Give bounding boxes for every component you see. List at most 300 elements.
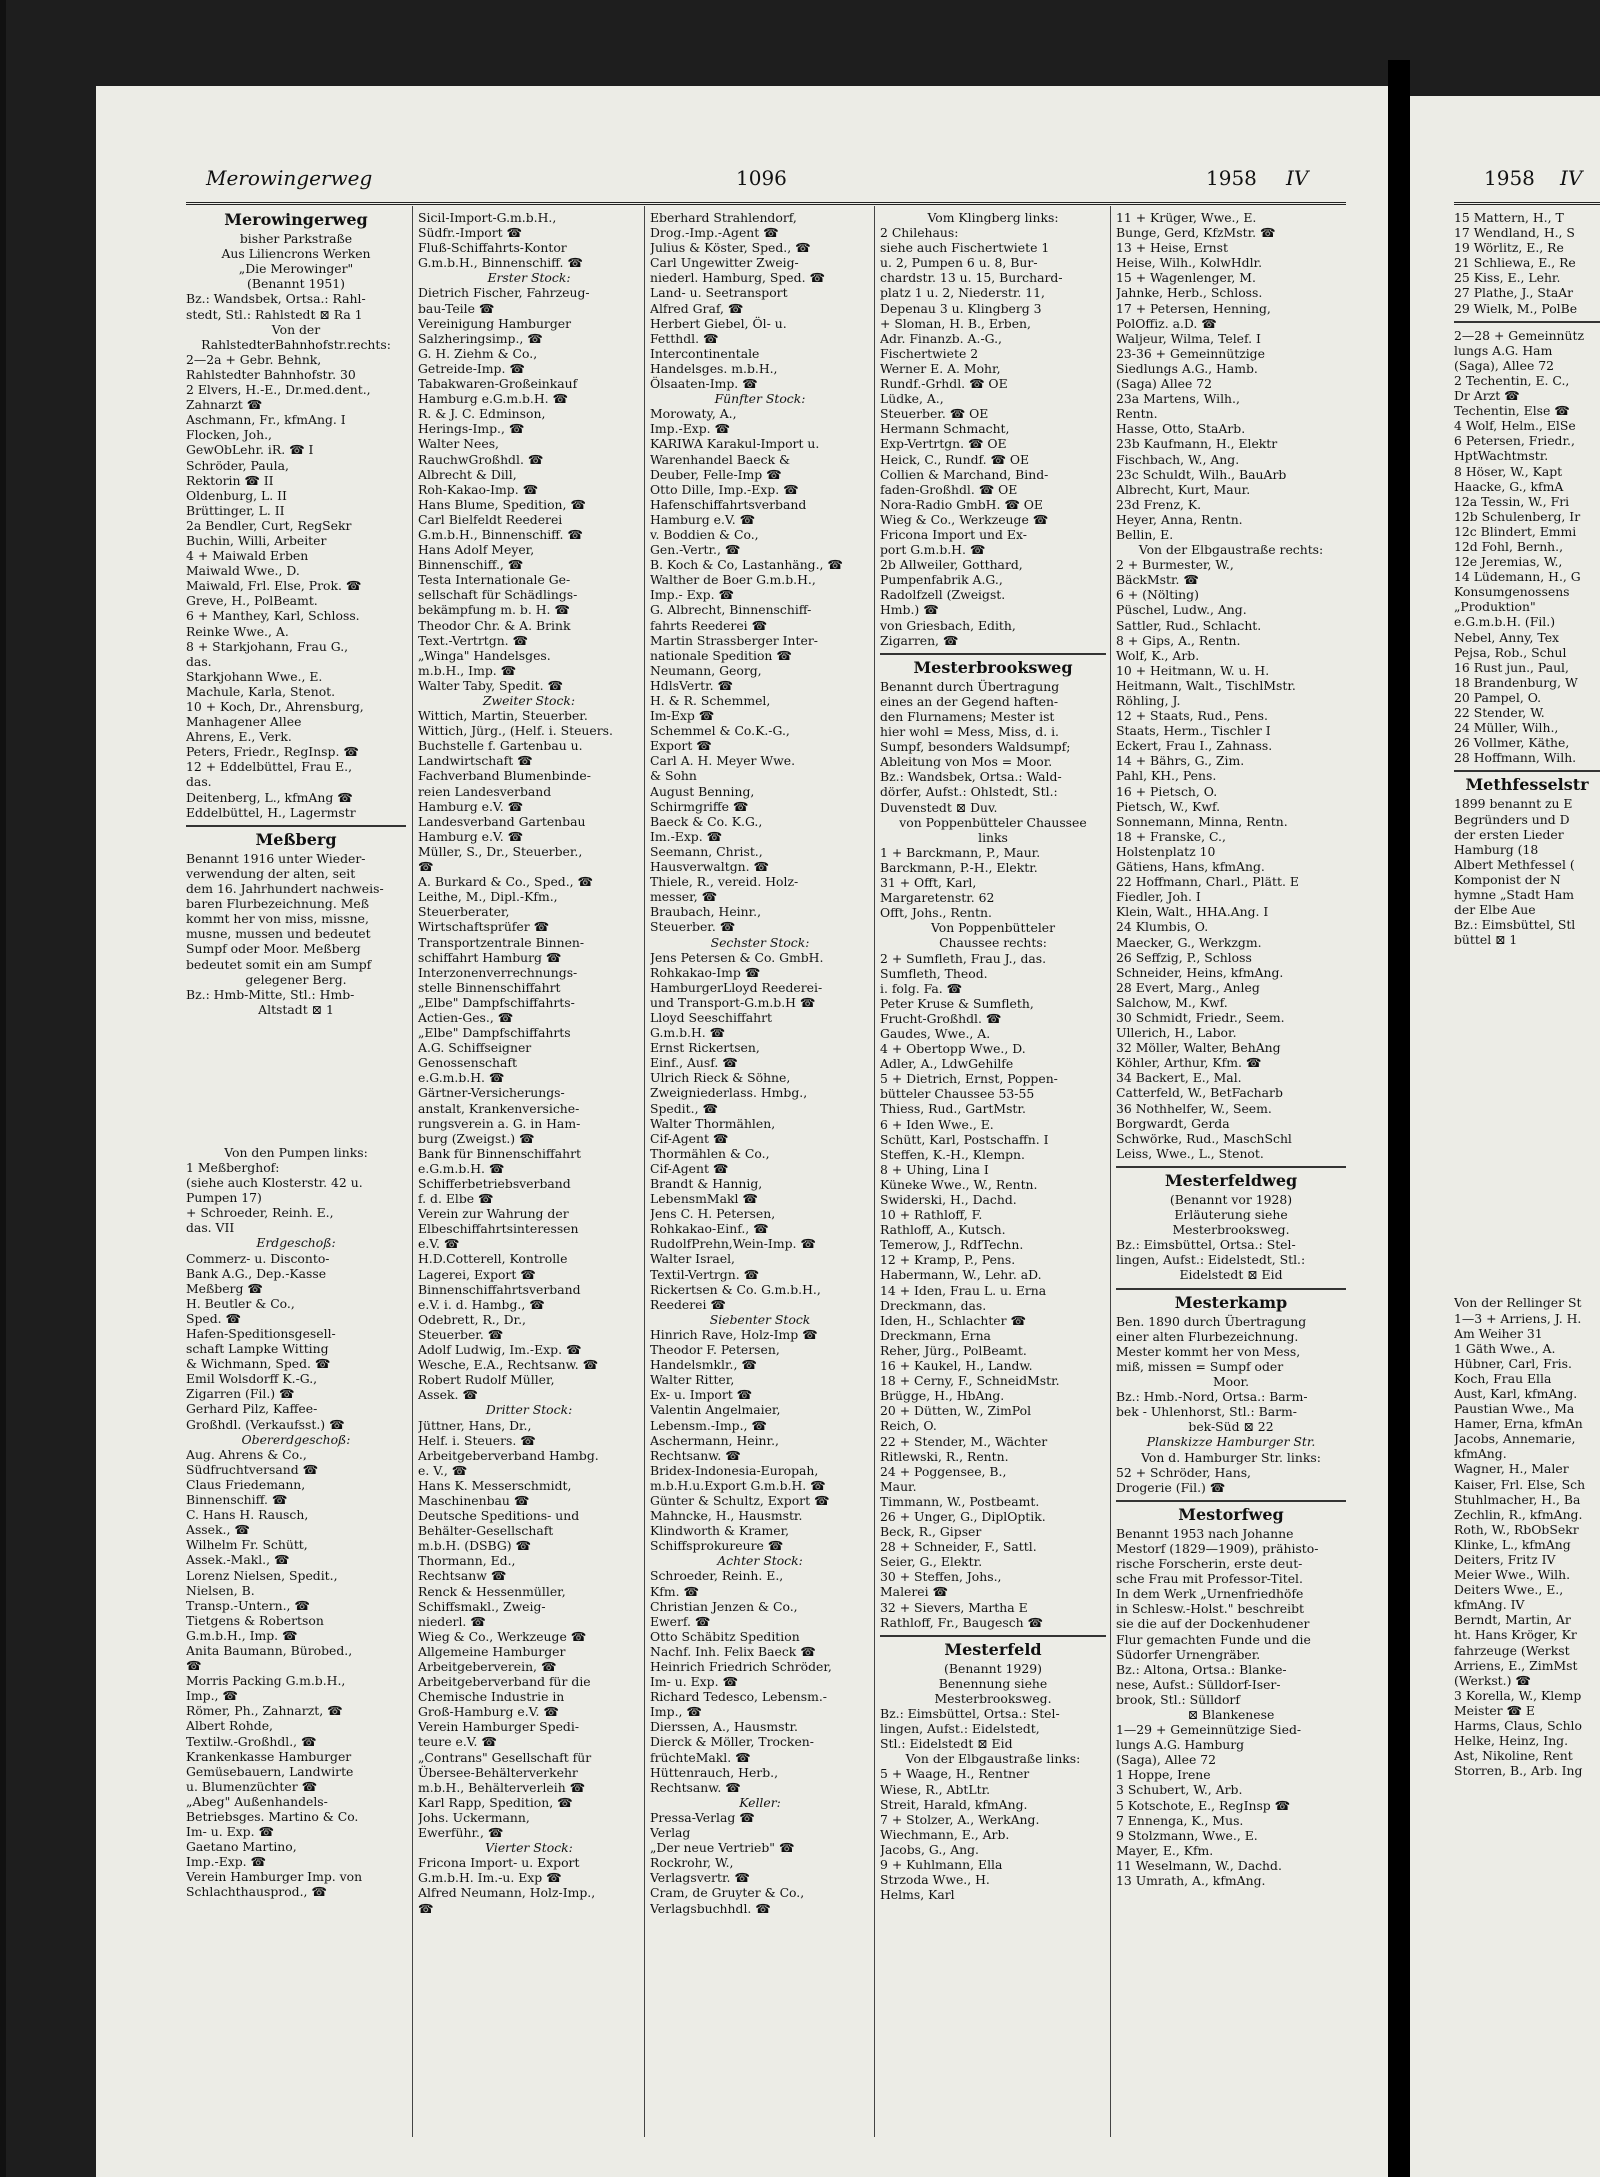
directory-entry: Harms, Claus, Schlo [1454, 1718, 1582, 1734]
directory-entry: kfmAng. IV [1454, 1597, 1525, 1613]
directory-entry: Steuerber. ☎ OE [880, 406, 989, 422]
directory-entry: 18 + Franske, C., [1116, 828, 1226, 844]
header-year: 1958 [1206, 166, 1257, 190]
directory-entry: Lloyd Seeschiffahrt [650, 1009, 772, 1025]
floor-heading: Zweiter Stock: [482, 693, 576, 708]
directory-entry: schaft Lampke Witting [186, 1341, 329, 1357]
left-page [96, 86, 1388, 2177]
directory-entry: Heitmann, Walt., TischlMstr. [1116, 677, 1296, 693]
directory-entry: Walter Israel, [650, 1251, 735, 1267]
directory-entry: Borgwardt, Gerda [1116, 1115, 1230, 1131]
directory-entry: Lebensm.-Imp., ☎ [650, 1417, 767, 1433]
directory-entry: e.G.m.b.H. ☎ [418, 1070, 505, 1086]
directory-entry: 6 + (Nölting) [1116, 587, 1199, 603]
centered-line: Mesterbrooksweg. [1172, 1222, 1290, 1238]
directory-entry: Verein zur Wahrung der [418, 1206, 569, 1222]
directory-entry: Hamburg e.V. ☎ [650, 511, 756, 527]
right-page [1410, 96, 1600, 2177]
directory-entry: Nachf. Inh. Felix Baeck ☎ [650, 1643, 816, 1659]
column-6 [1454, 210, 1600, 1778]
directory-entry: 16 Rust jun., Paul, [1454, 659, 1569, 675]
directory-entry: Meier Wwe., Wilh. [1454, 1567, 1571, 1583]
section-divider [1454, 770, 1600, 772]
directory-entry: Elbeschiffahrtsinteressen [418, 1221, 579, 1237]
directory-entry: Wilhelm Fr. Schütt, [186, 1537, 308, 1553]
directory-entry: Wiechmann, E., Arb. [880, 1826, 1010, 1842]
directory-entry: bau-Teile ☎ [418, 300, 495, 316]
directory-entry: Rechtsanw. ☎ [650, 1447, 741, 1463]
directory-entry: Ritlewski, R., Rentn. [880, 1448, 1009, 1464]
directory-entry: Zahnarzt ☎ [186, 397, 263, 413]
directory-entry: Schiffsprokureure ☎ [650, 1538, 784, 1554]
directory-entry: Valentin Angelmaier, [650, 1402, 781, 1418]
directory-entry: Wiese, R., AbtLtr. [880, 1781, 991, 1797]
directory-entry: Timmann, W., Postbeamt. [880, 1493, 1040, 1509]
directory-entry: 2 Elvers, H.-E., Dr.med.dent., [186, 382, 371, 398]
directory-entry: stelle Binnenschiffahrt [418, 979, 561, 995]
directory-entry: 32 Möller, Walter, BehAng [1116, 1040, 1281, 1056]
directory-entry: Text.-Vertrtgn. ☎ [418, 632, 528, 648]
directory-entry: 32 + Sievers, Martha E [880, 1599, 1028, 1615]
directory-entry: 4 + Obertopp Wwe., D. [880, 1041, 1026, 1057]
directory-entry: 16 + Pietsch, O. [1116, 783, 1218, 799]
directory-entry: Intercontinentale [650, 345, 760, 361]
directory-entry: 15 + Wagenlenger, M. [1116, 270, 1256, 286]
directory-entry: miß, missen = Sumpf oder [1116, 1358, 1284, 1374]
directory-entry: Herbert Giebel, Öl- u. [650, 315, 787, 331]
directory-entry: Wagner, H., Maler [1454, 1461, 1569, 1477]
directory-entry: „Elbe" Dampfschiffahrts- [418, 994, 575, 1010]
directory-entry: Günter & Schultz, Export ☎ [650, 1492, 830, 1508]
directory-entry: Herings-Imp., ☎ [418, 421, 525, 437]
directory-entry: Albrecht, Kurt, Maur. [1116, 481, 1251, 497]
directory-entry: v. Boddien & Co., [650, 526, 759, 542]
page-binding-shadow [1388, 60, 1410, 2177]
directory-entry: Carl Ungewitter Zweig- [650, 255, 799, 271]
header-section: IV [1286, 166, 1309, 190]
directory-entry: 11 Weselmann, W., Dachd. [1116, 1857, 1282, 1873]
directory-entry: 23a Martens, Wilh., [1116, 391, 1240, 407]
directory-entry: Begründers und D [1454, 811, 1570, 827]
directory-entry: Otto Dille, Imp.-Exp. ☎ [650, 481, 799, 497]
directory-entry: Pressa-Verlag ☎ [650, 1809, 755, 1825]
directory-entry: „Elbe" Dampfschiffahrts [418, 1025, 571, 1041]
directory-entry: 30 Schmidt, Friedr., Seem. [1116, 1009, 1285, 1025]
directory-entry: Südfr.-Import ☎ [418, 225, 522, 241]
directory-entry: Walter Thormählen, [650, 1115, 776, 1131]
centered-line: Chaussee rechts: [939, 935, 1047, 951]
directory-entry: Bridex-Indonesia-Europah, [650, 1462, 819, 1478]
directory-entry: Tietgens & Robertson [186, 1612, 324, 1628]
directory-entry: Kfm. ☎ [650, 1583, 699, 1599]
directory-entry: 5 Kotschote, E., RegInsp ☎ [1116, 1797, 1291, 1813]
directory-entry: Temerow, J., RdfTechn. [880, 1237, 1024, 1253]
directory-entry: Rathloff, A., Kutsch. [880, 1222, 1006, 1238]
centered-line: von Poppenbütteler Chaussee [899, 814, 1087, 830]
directory-entry: Pahl, KH., Pens. [1116, 768, 1217, 784]
running-title: Merowingerweg [206, 166, 373, 190]
floor-heading: Fünfter Stock: [714, 391, 806, 407]
directory-entry: Am Weiher 31 [1454, 1325, 1543, 1341]
directory-entry: Reinke Wwe., A. [186, 623, 289, 639]
directory-entry: rungsverein a. G. in Ham- [418, 1115, 581, 1131]
directory-entry: Buchin, Willi, Arbeiter [186, 532, 327, 548]
directory-entry: Krankenkasse Hamburger [186, 1748, 352, 1764]
directory-entry: büttel ⊠ 1 [1454, 932, 1518, 948]
directory-entry: 34 Backert, E., Mal. [1116, 1070, 1242, 1086]
floor-heading: Keller: [739, 1794, 781, 1810]
directory-entry: 9 + Kuhlmann, Ella [880, 1857, 1003, 1873]
directory-entry: Catterfeld, W., BetFacharb [1116, 1085, 1283, 1101]
directory-entry: Collien & Marchand, Bind- [880, 466, 1049, 482]
directory-entry: Peter Kruse & Sumfleth, [880, 995, 1034, 1011]
directory-entry: Hübner, Carl, Fris. [1454, 1355, 1572, 1371]
directory-entry: Starkjohann Wwe., E. [186, 668, 323, 684]
floor-heading: Achter Stock: [717, 1553, 803, 1569]
directory-entry: Export ☎ [650, 738, 712, 754]
directory-entry: Strzoda Wwe., H. [880, 1872, 990, 1888]
street-heading: Mesterkamp [1174, 1292, 1288, 1312]
section-divider [1454, 321, 1600, 323]
directory-entry: 2 + Burmester, W., [1116, 557, 1234, 573]
directory-entry: Assek. ☎ [418, 1387, 478, 1403]
directory-entry: Lüdke, A., [880, 391, 944, 407]
directory-entry: Heick, C., Rundf. ☎ OE [880, 451, 1030, 467]
directory-entry: Römer, Ph., Zahnarzt, ☎ [186, 1703, 343, 1719]
directory-entry: H.D.Cotterell, Kontrolle [418, 1251, 568, 1267]
directory-entry: 11 + Krüger, Wwe., E. [1116, 210, 1257, 225]
directory-entry: Ast, Nikoline, Rent [1454, 1748, 1573, 1764]
directory-entry: (Saga), Allee 72 [1116, 1752, 1216, 1768]
directory-entry: Flur gemachten Funde und die [1116, 1631, 1311, 1647]
directory-entry: Baeck & Co. K.G., [650, 813, 763, 829]
directory-entry: Adr. Finanzb. A.-G., [880, 330, 1002, 346]
directory-entry: Südorfer Urnengräber. [1116, 1646, 1261, 1662]
directory-entry: Vereinigung Hamburger [418, 315, 572, 331]
directory-entry: m.b.H., Behälterverleih ☎ [418, 1779, 586, 1795]
directory-entry: Landesverband Gartenbau [418, 813, 586, 829]
directory-entry: Sumfleth, Theod. [880, 965, 988, 981]
directory-entry: Zechlin, R., kfmAng. [1454, 1506, 1583, 1522]
section-divider [1116, 1166, 1346, 1168]
directory-entry: Sped. ☎ [186, 1310, 241, 1326]
directory-entry: Klinke, L., kfmAng [1454, 1536, 1571, 1552]
directory-entry: m.b.H., Imp. ☎ [418, 662, 517, 678]
directory-entry: Fiedler, Joh. I [1116, 889, 1201, 905]
directory-entry: Pumpenfabrik A.G., [880, 572, 1003, 588]
directory-entry: Müller, S., Dr., Steuerber., [418, 843, 583, 859]
directory-entry: Habermann, W., Lehr. aD. [880, 1267, 1042, 1283]
directory-entry: Aug. Ahrens & Co., [186, 1446, 307, 1462]
directory-entry: Schemmel & Co.K.-G., [650, 723, 790, 739]
directory-entry: Bz.: Eimsbüttel, Ortsa.: Stel- [880, 1706, 1060, 1722]
directory-entry: Siedlungs A.G., Hamb. [1116, 360, 1258, 376]
directory-entry: H. Beutler & Co., [186, 1295, 295, 1311]
directory-entry: Claus Friedemann, [186, 1476, 306, 1492]
directory-entry: Hans K. Messerschmidt, [418, 1477, 572, 1493]
directory-entry: Steuerber. ☎ [650, 919, 736, 935]
directory-entry: 4 + Maiwald Erben [186, 548, 309, 564]
directory-entry: HamburgerLloyd Reederei- [650, 979, 823, 995]
directory-entry: Püschel, Ludw., Ang. [1116, 602, 1247, 618]
directory-entry: Genossenschaft [418, 1055, 517, 1071]
directory-entry: & Wichmann, Sped. ☎ [186, 1356, 331, 1372]
directory-entry: Leithe, M., Dipl.-Kfm., [418, 889, 558, 905]
directory-entry: Land- u. Seetransport [650, 285, 788, 301]
page-number: 1096 [736, 166, 787, 190]
directory-entry: 8 + Uhing, Lina I [880, 1161, 989, 1177]
directory-entry: 1 Hoppe, Irene [1116, 1767, 1211, 1783]
directory-entry: G.m.b.H. ☎ [650, 1025, 726, 1041]
directory-entry: 23c Schuldt, Wilh., BauArb [1116, 466, 1287, 482]
directory-entry: Bz.: Wandsbek, Ortsa.: Wald- [880, 769, 1062, 785]
directory-entry: 7 Ennenga, K., Mus. [1116, 1812, 1244, 1828]
directory-entry: Hmb.) ☎ [880, 602, 939, 618]
centered-line: bek-Süd ⊠ 22 [1188, 1419, 1274, 1435]
directory-entry: Deuber, Felle-Imp ☎ [650, 466, 782, 482]
directory-entry: Aschmann, Fr., kfmAng. I [186, 412, 346, 428]
directory-entry: Pejsa, Rob., Schul [1454, 644, 1567, 660]
directory-entry: Schiffsmakl., Zweig- [418, 1598, 546, 1614]
centered-line: Von den Pumpen links: [224, 1144, 368, 1160]
directory-entry: Bunge, Gerd, KfzMstr. ☎ [1116, 225, 1276, 241]
directory-entry: rische Forscherin, erste deut- [1116, 1556, 1303, 1572]
directory-entry: Leiss, Wwe., L., Stenot. [1116, 1145, 1264, 1161]
directory-entry: Wirtschaftsprüfer ☎ [418, 919, 550, 935]
directory-entry: Deiters, Fritz IV [1454, 1552, 1556, 1567]
street-heading: Mesterbrooksweg [913, 657, 1073, 677]
directory-entry: Verlagsvertr. ☎ [650, 1870, 750, 1886]
directory-entry: 12d Fohl, Bernh., [1454, 538, 1564, 554]
directory-entry: niederl. ☎ [418, 1613, 486, 1629]
directory-entry: Dr Arzt ☎ [1454, 388, 1520, 404]
directory-entry: Alfred Graf, ☎ [650, 300, 744, 316]
directory-entry: 22 Hoffmann, Charl., Plätt. E [1116, 874, 1299, 890]
directory-entry: 26 Seffzig, P., Schloss [1116, 949, 1252, 965]
directory-entry: Reederei ☎ [650, 1296, 726, 1312]
directory-entry: (siehe auch Klosterstr. 42 u. [186, 1175, 363, 1191]
directory-entry: 3 Korella, W., Klemp [1454, 1687, 1582, 1703]
directory-entry: Walter Ritter, [650, 1372, 735, 1388]
directory-entry: 8 Höser, W., Kapt [1454, 463, 1563, 479]
directory-entry: Im- u. Exp. ☎ [186, 1824, 274, 1840]
directory-entry: 1899 benannt zu E [1454, 796, 1573, 812]
directory-entry: 2b Allweiler, Gotthard, [880, 557, 1023, 573]
directory-entry: einer alten Flurbezeichnung. [1116, 1328, 1299, 1344]
directory-entry: Röhling, J. [1116, 693, 1181, 708]
directory-entry: Seier, G., Elektr. [880, 1554, 983, 1570]
centered-line: ⊠ Blankenese [1187, 1707, 1275, 1722]
directory-entry: In dem Werk „Urnenfriedhöfe [1116, 1586, 1304, 1602]
directory-entry: 6 + Iden Wwe., E. [880, 1116, 994, 1132]
directory-entry: 22 + Stender, M., Wächter [880, 1433, 1048, 1449]
directory-entry: Streit, Harald, kfmAng. [880, 1796, 1028, 1812]
directory-entry: schiffahrt Hamburg ☎ [418, 949, 562, 965]
directory-entry: Ulrich Rieck & Söhne, [650, 1070, 791, 1086]
centered-line: Vom Klingberg links: [927, 210, 1059, 225]
directory-entry: Ölsaaten-Imp. ☎ [650, 376, 758, 392]
directory-entry: Berndt, Martin, Ar [1454, 1612, 1571, 1628]
directory-entry: 14 + Bährs, G., Zim. [1116, 753, 1245, 769]
directory-entry: Lorenz Nielsen, Spedit., [186, 1567, 338, 1583]
directory-entry: 27 Plathe, J., StaAr [1454, 285, 1574, 301]
directory-entry: Rechtsanw. ☎ [650, 1779, 741, 1795]
directory-entry: Roth, W., RbObSekr [1454, 1521, 1579, 1537]
directory-entry: Wittich, Jürg., (Helf. i. Steuers. [418, 723, 613, 739]
directory-entry: Mester kommt her von Mess, [1116, 1343, 1301, 1359]
street-heading: Meßberg [255, 829, 337, 849]
directory-entry: G.m.b.H., Binnenschiff. ☎ [418, 526, 583, 542]
directory-entry: Jacobs, Annemarie, [1454, 1431, 1576, 1447]
directory-entry: baren Flurbezeichnung. Meß [186, 896, 370, 912]
directory-entry: eines an der Gegend haften- [880, 693, 1059, 709]
directory-entry: stedt, Stl.: Rahlstedt ⊠ Ra 1 [186, 306, 363, 322]
directory-entry: Schlachthausprod., ☎ [186, 1884, 327, 1900]
directory-entry: Johs. Uckermann, [418, 1809, 530, 1825]
directory-entry: G.m.b.H., Imp. ☎ [186, 1627, 298, 1643]
directory-entry: sche Frau mit Professor-Titel. [1116, 1571, 1303, 1587]
directory-entry: 5 + Dietrich, Ernst, Poppen- [880, 1071, 1058, 1087]
directory-entry: Warenhandel Baeck & [650, 451, 791, 467]
directory-entry: Imp., ☎ [650, 1704, 702, 1720]
directory-entry: anstalt, Krankenversiche- [418, 1100, 580, 1116]
directory-entry: (Saga) Allee 72 [1116, 376, 1213, 392]
directory-entry: KARIWA Karakul-Import u. [650, 436, 820, 452]
directory-entry: 12 + Eddelbüttel, Frau E., [186, 759, 353, 775]
directory-entry: Meister ☎ E [1454, 1702, 1535, 1718]
directory-entry: GewObLehr. iR. ☎ I [186, 442, 314, 458]
directory-entry: Fischbach, W., Ang. [1116, 451, 1240, 467]
directory-entry: Rentn. [1116, 406, 1158, 422]
column-1 [186, 210, 406, 1900]
directory-entry: Bz.: Altona, Ortsa.: Blanke- [1116, 1661, 1287, 1677]
directory-entry: e.V. i. d. Hambg., ☎ [418, 1296, 545, 1312]
directory-entry: Waljeur, Wilma, Telef. I [1116, 330, 1261, 346]
directory-entry: Bz.: Eimsbüttel, Stl [1454, 917, 1576, 933]
directory-entry: Maur. [880, 1478, 917, 1494]
directory-entry: (Saga), Allee 72 [1454, 357, 1554, 373]
directory-entry: Arbeitgeberverband Hambg. [418, 1447, 599, 1463]
directory-entry: Wieg & Co., Werkzeuge ☎ [418, 1628, 587, 1644]
directory-entry: fahrts Reederei ☎ [650, 617, 768, 633]
street-heading: Mesterfeldweg [1164, 1170, 1298, 1190]
directory-entry: fahrzeuge (Werkst [1454, 1642, 1570, 1658]
directory-entry: Bank für Binnenschiffahrt [418, 1145, 582, 1161]
directory-entry: Einf., Ausf. ☎ [650, 1055, 738, 1071]
directory-entry: Thiess, Rud., GartMstr. [880, 1101, 1026, 1117]
directory-entry: G.m.b.H., Binnenschiff. ☎ [418, 255, 583, 271]
directory-entry: 25 Kiss, E., Lehr. [1454, 270, 1561, 286]
directory-entry: 7 + Stolzer, A., WerkAng. [880, 1811, 1040, 1827]
directory-entry: Ernst Rickertsen, [650, 1040, 760, 1056]
directory-entry: Hafen-Speditionsgesell- [186, 1326, 336, 1341]
directory-entry: 24 Klumbis, O. [1116, 919, 1209, 935]
directory-entry: Ewerführ., ☎ [418, 1825, 504, 1841]
directory-entry: 28 Evert, Marg., Anleg [1116, 979, 1260, 995]
directory-entry: 12 + Kramp, P., Pens. [880, 1252, 1016, 1268]
directory-entry: Arriens, E., ZimMst [1454, 1657, 1578, 1673]
directory-entry: Drogerie (Fil.) ☎ [1116, 1479, 1226, 1495]
directory-entry: faden-Großhdl. ☎ OE [880, 481, 1018, 497]
centered-line: Von Poppenbütteler [930, 920, 1056, 936]
directory-entry: Maschinenbau ☎ [418, 1492, 530, 1508]
directory-entry: 36 Nothhelfer, W., Seem. [1116, 1100, 1272, 1116]
directory-entry: 10 + Koch, Dr., Ahrensburg, [186, 699, 364, 714]
directory-entry: Cram, de Gruyter & Co., [650, 1885, 805, 1901]
directory-entry: Pietsch, W., Kwf. [1116, 798, 1221, 814]
directory-entry: Jens Petersen & Co. GmbH. [650, 949, 824, 965]
directory-entry: 13 + Heise, Ernst [1116, 240, 1228, 256]
directory-entry: ht. Hans Kröger, Kr [1454, 1627, 1577, 1643]
directory-entry: Südfruchtversand ☎ [186, 1461, 319, 1477]
directory-entry: August Benning, [650, 783, 755, 799]
centered-line: (Benannt 1951) [247, 276, 345, 292]
directory-entry: 12a Tessin, W., Fri [1454, 493, 1570, 509]
directory-entry: Walter Taby, Spedit. ☎ [418, 677, 563, 693]
directory-entry: Thormählen & Co., [650, 1145, 770, 1161]
directory-entry: 6 Petersen, Friedr., [1454, 433, 1575, 449]
directory-entry: Hamburg e.V. ☎ [418, 798, 524, 814]
directory-entry: Gaudes, Wwe., A. [880, 1025, 991, 1041]
directory-entry: Actien-Ges., ☎ [418, 1009, 514, 1025]
street-heading: Mestorfweg [1178, 1504, 1284, 1524]
centered-line: links [978, 829, 1008, 845]
directory-entry: Dreckmann, das. [880, 1297, 987, 1313]
directory-entry: Landwirtschaft ☎ [418, 753, 533, 769]
directory-entry: 2 Chilehaus: [880, 225, 959, 241]
directory-entry: + Sloman, H. B., Erben, [880, 315, 1031, 331]
directory-entry: & Sohn [650, 768, 697, 784]
directory-entry: 23-36 + Gemeinnützige [1116, 345, 1265, 361]
directory-entry: das. [186, 774, 212, 790]
directory-entry: platz 1 u. 2, Niederstr. 11, [880, 285, 1045, 301]
directory-entry: H. & R. Schemmel, [650, 693, 771, 708]
directory-entry: Rickertsen & Co. G.m.b.H., [650, 1281, 821, 1297]
directory-entry: Spedit., ☎ [650, 1100, 718, 1116]
directory-entry: Adler, A., LdwGehilfe [880, 1056, 1014, 1072]
street-sketch-map [186, 1021, 406, 1141]
directory-entry: Hans Blume, Spedition, ☎ [418, 496, 586, 512]
column-2 [418, 210, 640, 1916]
directory-entry: Robert Rudolf Müller, [418, 1372, 555, 1388]
directory-entry: Commerz- u. Disconto- [186, 1250, 330, 1266]
directory-entry: Renck & Hessenmüller, [418, 1583, 566, 1599]
directory-entry: Jens C. H. Petersen, [650, 1206, 776, 1222]
directory-entry: 8 + Gips, A., Rentn. [1116, 632, 1241, 648]
directory-entry: Handelsges. m.b.H., [650, 360, 778, 376]
directory-entry: Transp.-Untern., ☎ [186, 1597, 310, 1613]
directory-entry: 8 + Starkjohann, Frau G., [186, 638, 349, 654]
section-divider [1116, 1500, 1346, 1502]
directory-entry: 12e Jeremias, W., [1454, 554, 1563, 570]
directory-entry: Depenau 3 u. Klingberg 3 [880, 300, 1042, 316]
directory-entry: Hasse, Otto, StaArb. [1116, 421, 1246, 437]
directory-entry: 6 + Manthey, Karl, Schloss. [186, 608, 360, 624]
directory-entry: Verein Hamburger Imp. von [186, 1869, 363, 1885]
directory-entry: 1 Gäth Wwe., A. [1454, 1340, 1556, 1356]
directory-entry: 12b Schulenberg, Ir [1454, 508, 1581, 524]
directory-entry: 19 Wörlitz, E., Re [1454, 240, 1564, 256]
directory-entry: e.V. ☎ [418, 1236, 460, 1252]
directory-entry: C. Hans H. Rausch, [186, 1507, 309, 1523]
centered-line: (Benannt 1929) [944, 1660, 1042, 1676]
directory-entry: Fricona Import- u. Export [418, 1855, 580, 1871]
directory-entry: Anita Baumann, Bürobed., [186, 1642, 353, 1658]
directory-entry: Christian Jenzen & Co., [650, 1598, 798, 1614]
directory-entry: bek - Uhlenhorst, Stl.: Barm- [1116, 1404, 1297, 1420]
directory-entry: 10 + Rathloff, F. [880, 1207, 983, 1223]
directory-entry: B. Koch & Co, Lastanhäng., ☎ [650, 557, 843, 573]
